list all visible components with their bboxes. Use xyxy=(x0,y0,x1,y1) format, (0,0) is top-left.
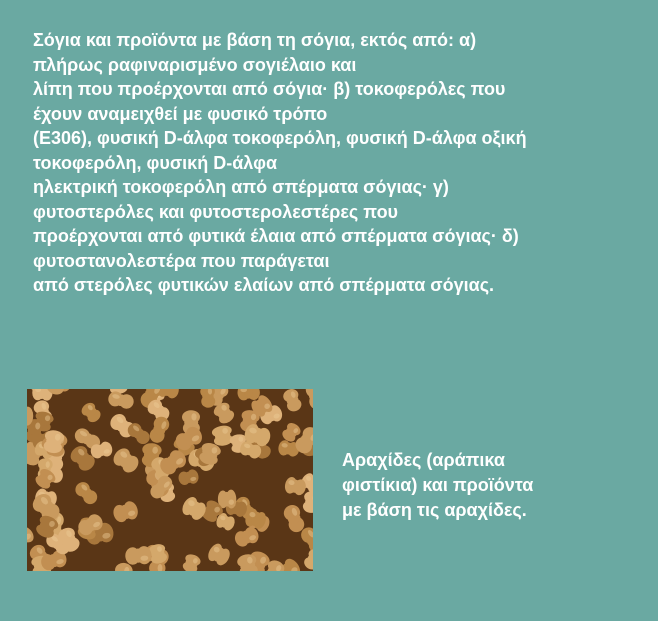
soy-text-line-8: φυτοστερόλες και φυτοστερολεστέρες που xyxy=(33,201,399,222)
soy-text-line-1: Σόγια και προϊόντα με βάση τη σόγια, εκτός από: α) xyxy=(33,30,477,50)
soy-text-line-10: φυτοστανολεστέρα που παράγεται xyxy=(33,250,330,271)
soy-text-line-4: έχουν αναμειχθεί με φυσικό τρόπο xyxy=(33,103,328,124)
peanut-text-line-3: με βάση τις αραχίδες. xyxy=(342,500,527,520)
soy-text-line-11: από στερόλες φυτικών ελαίων από σπέρματα σόγιας. xyxy=(33,275,495,295)
soy-text-line-3: λίπη που προέρχονται από σόγια· β) τοκοφερόλες που xyxy=(33,79,506,99)
soy-text-line-7: ηλεκτρική τοκοφερόλη από σπέρματα σόγιας· γ) xyxy=(33,177,449,197)
peanut-text-line-1: Αραχίδες (αράπικα xyxy=(342,450,505,470)
soy-text-line-9: προέρχονται από φυτικά έλαια από σπέρματα σόγιας· δ) xyxy=(33,226,519,246)
peanuts-image xyxy=(27,389,313,571)
soy-text-line-6: τοκοφερόλη, φυσική D-άλφα xyxy=(33,152,278,173)
peanut-text-line-2: φιστίκια) και προϊόντα xyxy=(342,475,534,495)
peanut-shell xyxy=(125,546,152,566)
peanuts-photo xyxy=(27,389,313,571)
soy-allergen-text xyxy=(33,28,648,298)
soy-text-line-2: πλήρως ραφιναρισμένο σογιέλαιο και xyxy=(33,54,357,75)
peanut-allergen-text xyxy=(342,448,642,523)
soy-text-line-5: (Ε306), φυσική D-άλφα τοκοφερόλη, φυσική D-άλφα οξική xyxy=(33,128,527,148)
